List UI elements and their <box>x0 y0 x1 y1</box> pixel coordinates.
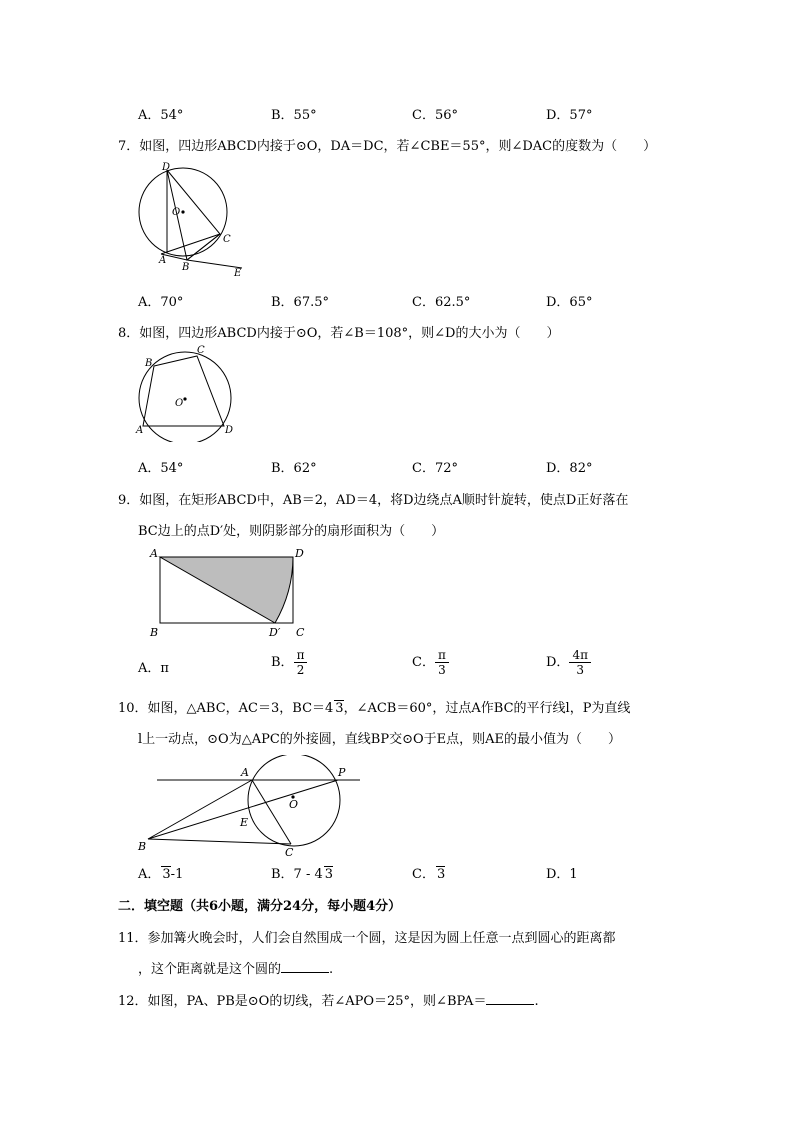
q8-label-b: B <box>145 358 153 369</box>
q7-figure <box>130 158 250 280</box>
q7-label-b: B <box>182 262 190 273</box>
q12-text: 12．如图，PA、PB是⊙O的切线，若∠APO＝25°，则∠BPA＝ . <box>118 994 539 1009</box>
q10-option-c: C． 3 <box>412 867 446 882</box>
q11-text-line1: 11．参加篝火晚会时，人们会自然围成一个圆，这是因为圆上任意一点到圆心的距离都 <box>118 931 616 946</box>
q6-option-b: B．55° <box>271 108 317 123</box>
q6-option-d: D．57° <box>546 108 593 123</box>
q6-option-a: A．54° <box>138 108 184 123</box>
q9-option-c-prefix: C． <box>412 655 435 670</box>
q7-label-e: E <box>234 268 242 279</box>
q10-figure <box>135 755 365 860</box>
q8-label-a: A <box>136 425 144 436</box>
q7-label-o: O <box>172 207 181 218</box>
q11-answer-blank[interactable] <box>281 960 329 973</box>
q7-option-c: C．62.5° <box>412 295 471 310</box>
q10-option-b: B．7 - 4 3 <box>271 867 334 882</box>
q7-label-d: D <box>162 162 171 173</box>
q10-option-d: D．1 <box>546 867 578 882</box>
q9-label-a: A <box>150 547 158 560</box>
q7-option-a: A．70° <box>138 295 184 310</box>
q9-label-b: B <box>150 626 159 639</box>
q9-label-d: D <box>295 547 304 560</box>
q9-figure <box>145 545 315 640</box>
q10-option-a: A． 3-1 <box>138 867 184 882</box>
q9-option-b-prefix: B． <box>271 655 294 670</box>
q7-label-a: A <box>159 255 167 266</box>
q8-label-d: D <box>225 425 234 436</box>
q11-text-line2: ，这个距离就是这个圆的 . <box>138 962 334 977</box>
q9-option-d <box>546 648 591 677</box>
q10-text-line1: 10．如图，△ABC，AC＝3，BC＝4 3，∠ACB＝60°，过点A作BC的平行线l，P为直线 <box>118 701 631 716</box>
q8-label-o: O <box>175 398 184 409</box>
q10-label-b: B <box>138 840 147 853</box>
q8-option-c: C．72° <box>412 461 458 476</box>
q10-label-o: O <box>289 798 299 811</box>
q6-option-c: C．56° <box>412 108 458 123</box>
q9-option-d-fraction: $\frac{4\pi}{3}$ <box>569 648 591 677</box>
q10-label-c: C <box>285 846 294 859</box>
q9-option-c <box>412 648 449 677</box>
q7-option-d: D．65° <box>546 295 593 310</box>
q10-label-a: A <box>241 766 249 779</box>
q8-figure <box>130 342 245 442</box>
q12-answer-blank[interactable] <box>486 992 534 1005</box>
q9-option-a: A．π <box>138 661 169 676</box>
q9-text-line2: BC边上的点D′处，则阴影部分的扇形面积为（ ） <box>138 524 445 539</box>
q7-option-b: B．67.5° <box>271 295 329 310</box>
section-2-title: 二．填空题（共6小题，满分24分，每小题4分） <box>118 899 402 914</box>
q9-option-c-fraction: $\frac{\pi}{3}$ <box>435 648 449 677</box>
q8-option-a: A．54° <box>138 461 184 476</box>
q8-option-b: B．62° <box>271 461 317 476</box>
q9-option-d-prefix: D． <box>546 655 570 670</box>
q10-label-e: E <box>240 816 249 829</box>
q10-text-line2: l上一动点，⊙O为△APC的外接圆，直线BP交⊙O于E点，则AE的最小值为（ ） <box>138 732 622 747</box>
q9-text-line1: 9．如图，在矩形ABCD中，AB＝2，AD＝4，将D边绕点A顺时针旋转，使点D正好落在 <box>118 493 629 508</box>
q8-label-c: C <box>197 345 205 356</box>
q9-option-b <box>271 648 307 677</box>
q10-label-p: P <box>338 766 346 779</box>
q8-option-d: D．82° <box>546 461 593 476</box>
q7-label-c: C <box>223 234 231 245</box>
q9-label-c: C <box>296 626 305 639</box>
q9-label-dprime: D′ <box>269 626 281 639</box>
q8-text: 8．如图，四边形ABCD内接于⊙O，若∠B＝108°，则∠D的大小为（ ） <box>118 326 560 341</box>
q7-text: 7．如图，四边形ABCD内接于⊙O，DA＝DC，若∠CBE＝55°，则∠DAC的度数为（ ） <box>118 139 657 154</box>
q9-option-b-fraction: $\frac{\pi}{2}$ <box>294 648 308 677</box>
